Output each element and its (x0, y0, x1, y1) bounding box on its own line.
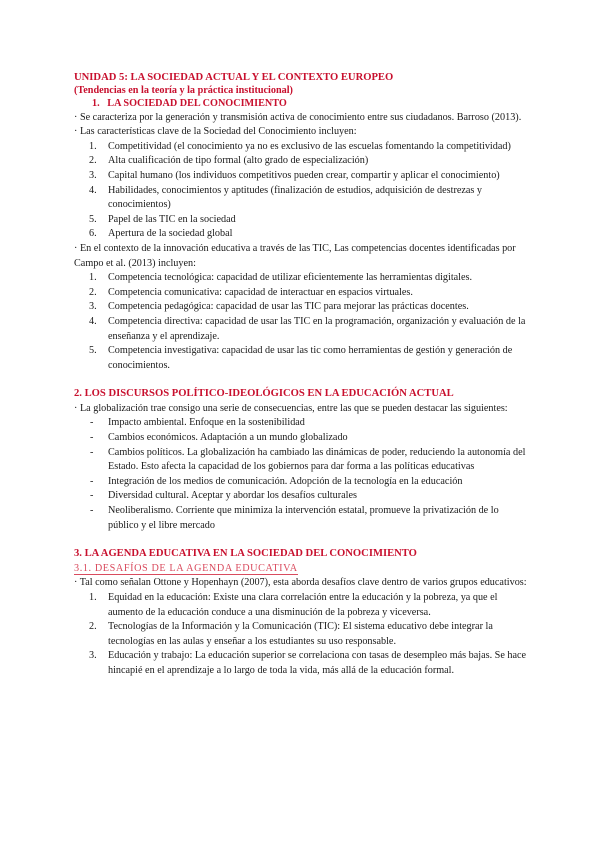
list-item (74, 489, 530, 504)
list-item-number: 5. (89, 345, 97, 357)
list-item-number: 3. (89, 650, 97, 662)
list-item-dash: - (90, 432, 94, 444)
list-item-text: Habilidades, conocimientos y aptitudes (finalización de estudios, adquisición de destrezas y conocimientos) (108, 184, 483, 211)
section-2-intro: · La globalización trae consigo una serie de consecuencias, entre las que se pueden destacar las siguientes: (74, 402, 508, 414)
list-item (74, 649, 530, 678)
list-item (74, 591, 530, 620)
section-3-heading: 3. LA AGENDA EDUCATIVA EN LA SOCIEDAD DEL CONOCIMIENTO (74, 548, 417, 560)
spacer (74, 533, 530, 547)
list-item-number: 6. (89, 228, 97, 240)
list-item-text: Alta cualificación de tipo formal (alto grado de especialización) (108, 155, 369, 167)
list-item-text: Cambios políticos. La globalización ha cambiado las dinámicas de poder, reduciendo la autonomía del Estado. Esto afecta la capacidad de los gobiernos para dar forma a las políticas educativas (108, 446, 526, 473)
list-item (74, 475, 530, 490)
list-item-text: Competencia tecnológica: capacidad de utilizar eficientemente las herramientas digitales. (108, 272, 473, 284)
list-item-number: 1. (89, 592, 97, 603)
globalization-consequences-list (74, 416, 530, 533)
list-item (74, 504, 530, 533)
list-item-text: Neoliberalismo. Corriente que minimiza la intervención estatal, promueve la privatización de lo público y el libre mercado (108, 505, 499, 531)
section-3-intro: · Tal como señalan Ottone y Hopenhayn (2007), esta aborda desafíos clave dentro de varios grupos educativos: (74, 577, 527, 589)
list-item-dash: - (90, 475, 94, 487)
list-item (74, 620, 530, 649)
list-item (74, 416, 530, 431)
document-content (74, 72, 530, 679)
list-item-text: Integración de los medios de comunicación. Adopción de la tecnología en la educación (108, 475, 463, 487)
list-item-text: Equidad en la educación: Existe una clara correlación entre la educación y la pobreza, ya que el aumento de la educación conduce a una disminución de la pobreza y viceversa. (108, 592, 498, 618)
list-2-intro: · En el contexto de la innovación educativa a través de las TIC, Las competencias docentes identificadas por Campo et al. (2013) incluyen: (74, 242, 516, 269)
list-item (74, 184, 530, 213)
list-item-text: Cambios económicos. Adaptación a un mundo globalizado (108, 432, 348, 444)
list-item-dash: - (90, 505, 94, 517)
section-3-1-title: 3.1. DESAFÍOS DE LA AGENDA EDUCATIVA (74, 562, 298, 574)
list-item-number: 1. (89, 140, 97, 152)
list-item (74, 286, 530, 301)
list-item (74, 431, 530, 446)
list-item (74, 300, 530, 315)
list-item-text: Educación y trabajo: La educación superior se correlaciona con tasas de desempleo más bajas. Se hace hincapié en el aprendizaje a lo largo de toda la vida, más allá de la educación formal. (108, 650, 527, 676)
list-item-number: 2. (89, 621, 97, 633)
list-item-text: Tecnologías de la Información y la Comunicación (TIC): El sistema educativo debe integrar la tecnologías en las aulas y enseñar a los estudiantes su uso responsable. (108, 621, 493, 647)
list-item-text: Competencia investigativa: capacidad de usar las tic como herramientas de gestión y generación de conocimientos. (108, 345, 513, 371)
list-item-text: Papel de las TIC en la sociedad (108, 213, 236, 225)
educational-challenges-list (74, 591, 530, 679)
list-item-number: 2. (89, 286, 97, 298)
list-item-text: Apertura de la sociedad global (108, 228, 233, 240)
list-item-number: 2. (89, 155, 97, 167)
list-item-text: Competencia pedagógica: capacidad de usar las TIC para mejorar las prácticas docentes. (108, 301, 469, 313)
list-item-text: Competitividad (el conocimiento ya no es exclusivo de las escuelas fomentando la competitividad) (108, 140, 511, 152)
competencies-list (74, 271, 530, 373)
section-2-heading: 2. LOS DISCURSOS POLÍTICO-IDEOLÓGICOS EN LA EDUCACIÓN ACTUAL (74, 388, 454, 400)
list-item (74, 154, 530, 169)
list-item (74, 140, 530, 155)
list-item-text: Competencia directiva: capacidad de usar las TIC en la programación, organización y evaluación de la enseñanza y el aprendizaje. (108, 315, 526, 342)
list-item-number: 1. (89, 272, 97, 284)
section-1-intro: · Se caracteriza por la generación y transmisión activa de conocimiento entre sus ciudadanos. Barroso (2013). (74, 111, 522, 123)
list-item-text: Impacto ambiental. Enfoque en la sostenibilidad (108, 417, 305, 429)
section-1-number: 1. (92, 98, 100, 110)
list-item (74, 344, 530, 373)
section-3-1-heading (74, 562, 530, 577)
section-1-heading (92, 97, 530, 110)
characteristics-list (74, 140, 530, 242)
unit-title: UNIDAD 5: LA SOCIEDAD ACTUAL Y EL CONTEXTO EUROPEO (74, 72, 394, 83)
list-item (74, 271, 530, 286)
list-item (74, 213, 530, 228)
list-item-dash: - (90, 490, 94, 502)
list-item-number: 3. (89, 169, 97, 181)
list-item-number: 4. (89, 315, 97, 327)
list-item-number: 3. (89, 301, 97, 313)
list-item-text: Diversidad cultural. Aceptar y abordar los desafíos culturales (108, 490, 357, 502)
list-item-dash: - (90, 446, 94, 458)
list-item-dash: - (90, 417, 94, 429)
unit-subtitle: (Tendencias en la teoría y la práctica institucional) (74, 84, 293, 96)
spacer (74, 373, 530, 387)
section-1-title: LA SOCIEDAD DEL CONOCIMIENTO (107, 98, 287, 110)
list-item (74, 227, 530, 242)
list-1-intro: · Las características clave de la Sociedad del Conocimiento incluyen: (74, 126, 357, 138)
list-item-text: Competencia comunicativa: capacidad de interactuar en espacios virtuales. (108, 286, 413, 298)
list-item (74, 315, 530, 344)
list-item-number: 4. (89, 184, 97, 196)
list-item-text: Capital humano (los individuos competitivos pueden crear, compartir y aplicar el conocimiento) (108, 169, 500, 181)
list-item-number: 5. (89, 213, 97, 225)
list-item (74, 446, 530, 475)
list-item (74, 169, 530, 184)
